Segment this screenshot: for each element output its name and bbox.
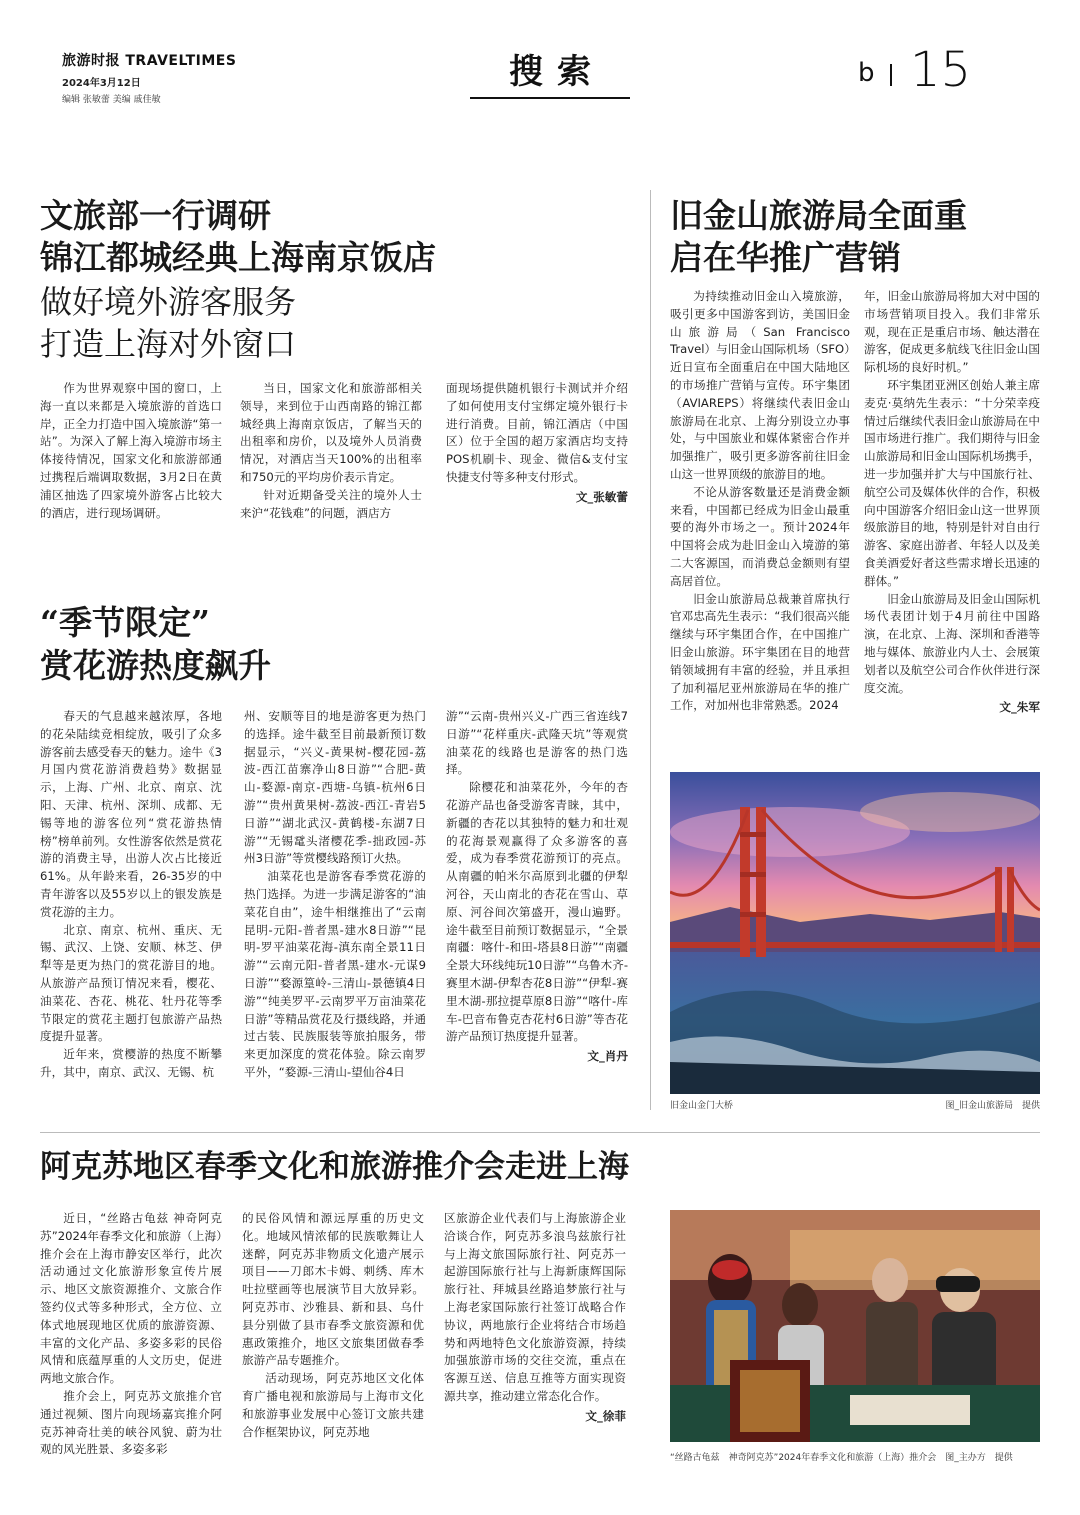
article1-headline-line2: 锦江都城经典上海南京饭店	[40, 238, 436, 277]
article3-paragraph: 为持续推动旧金山入境旅游，吸引更多中国游客到访，美国旧金山旅游局（San Francisco Travel）与旧金山国际机场（SFO）近日宣布全面重启在中国大陆地区的市场推广营销与宣传。环宇集团（AVIAREPS）将继续代表旧金山旅游局在北京、上海分别设立办事处，与中国旅业和媒体紧密合作并加强推广，吸引更多游客前往旧金山这一世界顶级的旅游目的地。	[670, 289, 850, 481]
article4-column-3	[444, 1210, 626, 1480]
photo-caption: 旧金山金门大桥	[670, 1101, 734, 1111]
page-section-letter: b	[858, 58, 875, 88]
article3-paragraph: 旧金山旅游局及旧金山国际机场代表团计划于4月前往中国路演，在北京、上海、深圳和香港等地与媒体、旅游业内人士、会展策划者以及航空公司合作伙伴进行深度交流。	[864, 591, 1040, 695]
article2-column-2	[244, 708, 426, 1110]
article4-paragraph: 区旅游企业代表们与上海旅游企业洽谈合作，阿克苏多浪鸟兹旅行社与上海文旅国际旅行社、阿克苏一起游国际旅行社与上海新康辉国际旅行社、拜城县丝路追梦旅行社与上海老家国际旅行社签订战略合作协议，两地旅行企业将结合市场趋势和两地特色文化旅游资源，持续加强旅游市场的交往交流，重点在客源互送、信息互推等方面实现资源共享，推动建立常态化合作。	[444, 1211, 626, 1403]
article3-paragraph: 旧金山旅游局总裁兼首席执行官邓忠高先生表示：“我们很高兴能继续与环宇集团合作，在中国推广旧金山旅游。环宇集团在目的地营销领域拥有丰富的经验，并且承担了加利福尼亚州旅游局在华的推广工作，对加州也非常熟悉。2024	[670, 591, 850, 713]
section-title: 搜索	[509, 52, 605, 92]
article1-column-1	[40, 380, 222, 550]
article1-paragraph: 作为世界观察中国的窗口，上海一直以来都是入境旅游的首选口岸，正全力打造中国入境旅游“第一站”。为深入了解上海入境游市场主体接待情况，国家文化和旅游部通过携程后端调取数据，3月2日在黄浦区抽选了四家境外游客占比较大的酒店，进行现场调研。	[40, 381, 222, 520]
article1-paragraph: 针对近期备受关注的境外人士来沪“花钱难”的问题，酒店方	[240, 487, 422, 520]
article3-paragraph: 不论从游客数量还是消费金额来看，中国都已经成为旧金山最重要的海外市场之一。预计2024年中国将会成为赴旧金山入境游的第二大客源国，而消费总金额则有望高居首位。	[670, 484, 850, 588]
article3-paragraph: 环宇集团亚洲区创始人兼主席麦克·莫纳先生表示：“十分荣幸疫情过后继续代表旧金山旅游局在中国市场进行推广。我们期待与旧金山旅游局和旧金山国际机场携手，进一步加强并扩大与中国旅行社、航空公司及媒体伙伴的合作，积极向中国游客介绍旧金山这一世界顶级旅游目的地，特别是针对自由行游客、家庭出游者、年轻人以及美食美酒爱好者这些需求增长迅速的群体。”	[864, 377, 1040, 588]
article2-paragraph: 游”“云南-贵州兴义-广西三省连线7日游”“花样重庆-武隆天坑”等观赏油菜花的线路也是游客的热门选择。	[446, 709, 628, 777]
article2-paragraph: 近年来，赏樱游的热度不断攀升，其中，南京、武汉、无锡、杭	[40, 1047, 222, 1079]
article2-paragraph: 州、安顺等目的地是游客更为热门的选择。途牛截至目前最新预订数据显示，“兴义-黄果树-樱花园-荔波-西江苗寨净山8日游”“合肥-黄山-婺源-南京-西塘-乌镇-杭州6日游”“贵州黄果树-荔波-西江-青岩5日游”“湖北武汉-黄鹤楼-东湖7日游”“无锡鼋头渚樱花季-拙政园-苏州3日游”等赏樱线路预订火热。	[244, 709, 426, 866]
golden-gate-bridge-illustration	[670, 772, 1040, 1094]
article4-column-2	[242, 1210, 424, 1480]
article1-column-3	[446, 380, 628, 550]
article2-paragraph: 除樱花和油菜花外，今年的杏花游产品也备受游客青睐，其中，新疆的杏花以其独特的魅力和壮观的花海景观赢得了众多游客的喜爱，成为春季赏花游预订的亮点。从南疆的帕米尔高原到北疆的伊犁河谷，天山南北的杏花在雪山、草原、河谷间次第盛开，漫山遍野。途牛截至目前预订数据显示，“全景南疆：喀什-和田-塔县8日游”“南疆全景大环线纯玩10日游”“乌鲁木齐-赛里木湖-伊犁杏花8日游”“伊犁-赛里木湖-那拉提草原8日游”“喀什-库车-巴音布鲁克杏花村6日游”等杏花游产品预订热度提升显著。	[446, 780, 628, 1044]
article4-column-1	[40, 1210, 222, 1480]
article1-subhead-line1: 做好境外游客服务	[40, 283, 297, 321]
article2-paragraph: 北京、南京、杭州、重庆、无锡、武汉、上饶、安顺、林芝、伊犁等是更为热门的赏花游目的地。从旅游产品预订情况来看，樱花、油菜花、杏花、桃花、牡丹花等季节限定的赏花主题打包旅游产品热度提升显著。	[40, 922, 222, 1044]
article1-column-2	[240, 380, 422, 550]
golden-gate-bridge-photo	[670, 772, 1040, 1094]
article2-column-1	[40, 708, 222, 1110]
article3-paragraph: 年，旧金山旅游局将加大对中国的市场营销项目投入。我们非常乐观，现在正是重启市场、触达潜在游客，促成更多航线飞往旧金山国际机场的良好时机。”	[864, 289, 1040, 375]
article1-paragraph: 当日，国家文化和旅游部相关领导，来到位于山西南路的锦江都城经典上海南京饭店，了解当天的出租率和房价，以及境外人员消费情况，对酒店当天100%的出租率和750元的平均房价表示肯定。	[240, 381, 422, 484]
article2-column-3	[446, 708, 628, 1110]
article4-byline: 文_徐菲	[585, 1408, 626, 1423]
page-number-separator	[890, 64, 892, 86]
photo-credit: 图_旧金山旅游局 提供	[945, 1101, 1040, 1111]
aksu-event-illustration	[670, 1210, 1040, 1442]
article3-headline-line1: 旧金山旅游局全面重	[670, 196, 967, 235]
article3-column-2	[864, 288, 1040, 758]
article4-paragraph: 活动现场，阿克苏地区文化体育广播电视和旅游局与上海市文化和旅游事业发展中心签订文旅共建合作框架协议，阿克苏地	[242, 1371, 424, 1439]
aksu-promotion-event-photo	[670, 1210, 1040, 1442]
article4-paragraph: 推介会上，阿克苏文旅推介官通过视频、图片向现场嘉宾推介阿克苏神奇壮美的峡谷风貌、蔚为壮观的风光胜景、多姿多彩	[40, 1388, 222, 1457]
article3-column-1	[670, 288, 850, 758]
brand-logo: 旅游时报 TRAVELTIMES	[62, 53, 237, 69]
article1-subhead-line2: 打造上海对外窗口	[40, 325, 297, 363]
section-divider	[40, 1132, 1040, 1133]
article1-paragraph: 面现场提供随机银行卡测试并介绍了如何使用支付宝绑定境外银行卡进行消费。目前，锦江酒店（中国区）位于全国的超万家酒店均支持POS机刷卡、现金、微信&支付宝快捷支付等多种支付形式。	[446, 381, 628, 484]
article2-paragraph: 油菜花也是游客春季赏花游的热门选择。为进一步满足游客的“油菜花自由”，途牛相继推出了“云南昆明-元阳-普者黑-建水8日游”“昆明-罗平油菜花海-滇东南全景11日游”“云南元阳-普者黑-建水-元谋9日游”“婺源篁岭-三清山-景德镇4日游”“纯美罗平-云南罗平万亩油菜花日游”等精品赏花及行摄线路，并通过古装、民族服装等旅拍服务，带来更加深度的赏花体验。除云南罗平外，“婺源-三清山-望仙谷4日	[244, 869, 426, 1079]
article4-paragraph: 近日，“丝路古龟兹 神奇阿克苏”2024年春季文化和旅游（上海）推介会在上海市静安区举行，此次活动通过文化旅游形象宣传片展示、地区文旅资源推介、文旅合作签约仪式等多种形式，全方位、立体式地展现地区优质的旅游资源、丰富的文化产品、多姿多彩的民俗风情和底蕴厚重的人文历史，促进两地文旅合作。	[40, 1211, 222, 1386]
article2-headline-line1: “季节限定”	[40, 603, 210, 642]
article3-byline: 文_朱军	[999, 700, 1040, 715]
article2-paragraph: 春天的气息越来越浓厚，各地的花朵陆续竞相绽放，吸引了众多游客前去感受春天的魅力。途牛《3月国内赏花游消费趋势》数据显示，上海、广州、北京、南京、沈阳、天津、杭州、深圳、成都、无锡等地的游客位列“赏花游热情榜”榜单前列。女性游客依然是赏花游的消费主导，出游人次占比接近61%。从年龄来看，26-35岁的中青年游客以及55岁以上的银发族是赏花游的主力。	[40, 709, 222, 919]
article4-headline: 阿克苏地区春季文化和旅游推介会走进上海	[40, 1149, 629, 1185]
article2-byline: 文_肖丹	[587, 1049, 628, 1064]
masthead	[62, 50, 262, 105]
article3-headline-line2: 启在华推广营销	[670, 238, 901, 277]
page-number: 15	[910, 42, 972, 98]
article2-headline-line2: 赏花游热度飙升	[40, 646, 271, 685]
article1-headline-line1: 文旅部一行调研	[40, 196, 271, 235]
editor-credits: 编辑 张敏蕾 美编 戚佳敏	[62, 95, 161, 105]
photo-caption: “丝路古龟兹 神奇阿克苏”2024年春季文化和旅游（上海）推介会 图_主办方 提供	[670, 1453, 1013, 1463]
issue-date: 2024年3月12日	[62, 78, 141, 89]
article4-paragraph: 的民俗风情和源远厚重的历史文化。地域风情浓郁的民族歌舞让人迷醉，阿克苏非物质文化遗产展示项目——刀郎木卡姆、刺绣、库木吐拉壁画等也展演节目大放异彩。阿克苏市、沙雅县、新和县、乌什县分别做了县市春季文旅资源和优惠政策推介，地区文旅集团做春季旅游产品专题推介。	[242, 1211, 424, 1368]
section-title-underline	[470, 97, 630, 99]
column-divider	[650, 190, 651, 1110]
article1-byline: 文_张敏蕾	[575, 489, 628, 504]
